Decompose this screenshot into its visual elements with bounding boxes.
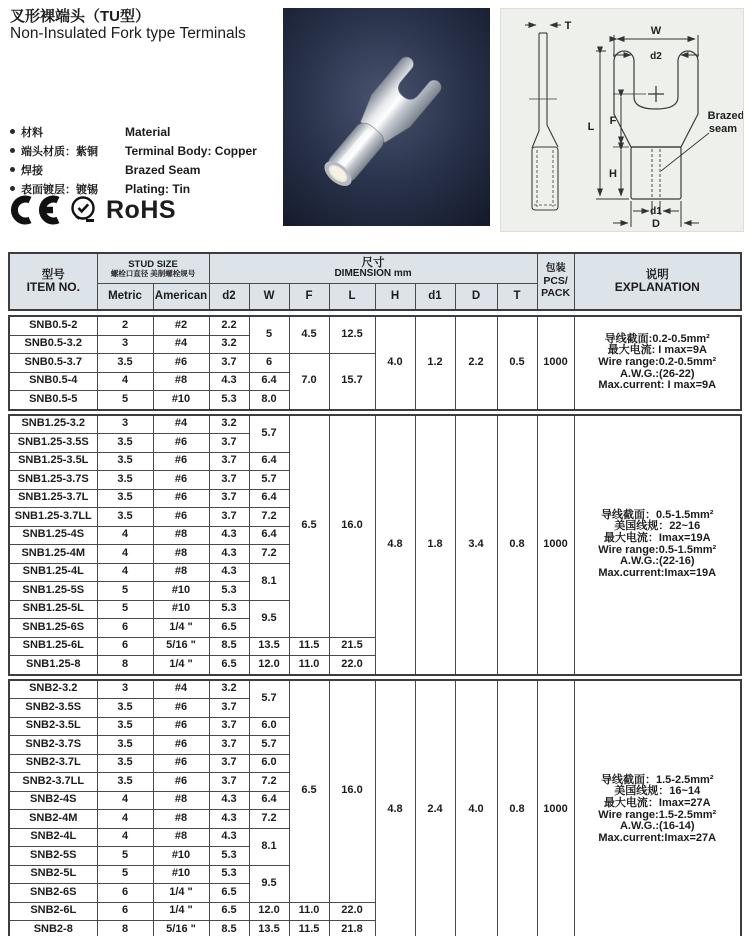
subheader-f: F bbox=[289, 284, 329, 311]
subheader-metric: Metric bbox=[97, 284, 153, 311]
item-no-cell: SNB2-6L bbox=[9, 902, 97, 921]
spec-table bbox=[8, 252, 742, 936]
label-w: W bbox=[650, 25, 662, 37]
dimension-cell: 3 bbox=[97, 680, 153, 699]
dimension-cell: 6.5 bbox=[209, 619, 249, 638]
header-item-zh: 型号 bbox=[41, 269, 65, 282]
dimension-cell: #10 bbox=[153, 865, 209, 884]
dimension-cell: 1/4 " bbox=[153, 656, 209, 675]
dimension-cell: #8 bbox=[153, 545, 209, 564]
item-no-cell: SNB2-3.7L bbox=[9, 754, 97, 773]
list-item bbox=[10, 143, 257, 159]
dimension-cell: 4.8 bbox=[375, 680, 415, 936]
dimension-cell: 4 bbox=[97, 828, 153, 847]
dimension-cell: 5 bbox=[97, 847, 153, 866]
material-label-zh: 表面镀层：镀锡 bbox=[21, 184, 98, 196]
subheader-t: T bbox=[497, 284, 537, 311]
table-row bbox=[9, 415, 741, 434]
dimension-cell: 3.5 bbox=[97, 354, 153, 373]
material-label-zh: 焊接 bbox=[21, 165, 43, 177]
material-label-zh: 材料 bbox=[21, 127, 43, 139]
label-d1: d1 bbox=[650, 206, 662, 217]
dimension-cell: 6.5 bbox=[289, 415, 329, 638]
dimension-cell: 0.5 bbox=[497, 316, 537, 410]
item-no-cell: SNB1.25-4M bbox=[9, 545, 97, 564]
dimension-cell: 4.3 bbox=[209, 828, 249, 847]
item-no-cell: SNB2-8 bbox=[9, 921, 97, 936]
dimension-cell: 1.2 bbox=[415, 316, 455, 410]
header-stud-sub: 螺栓口直径 美制螺栓规号 bbox=[110, 268, 196, 278]
rohs-label: RoHS bbox=[106, 195, 177, 224]
dimension-cell: 6.5 bbox=[289, 680, 329, 903]
dimension-cell: 3.7 bbox=[209, 452, 249, 471]
label-t: T bbox=[564, 20, 572, 32]
dimension-cell: 3.5 bbox=[97, 489, 153, 508]
dimension-cell: 2.2 bbox=[209, 316, 249, 335]
item-no-cell: SNB2-4M bbox=[9, 810, 97, 829]
dimension-cell: 3.7 bbox=[209, 699, 249, 718]
dimension-cell: 4 bbox=[97, 526, 153, 545]
dimension-cell: 3.5 bbox=[97, 452, 153, 471]
item-no-cell: SNB2-5S bbox=[9, 847, 97, 866]
dimension-cell: 3.7 bbox=[209, 354, 249, 373]
dimension-cell: #2 bbox=[153, 316, 209, 335]
subheader-d1: d1 bbox=[415, 284, 455, 311]
dimension-cell: 1/4 " bbox=[153, 619, 209, 638]
header-dim-en: DIMENSION mm bbox=[334, 268, 412, 280]
dimension-cell: 11.0 bbox=[289, 902, 329, 921]
dimension-cell: 3.7 bbox=[209, 717, 249, 736]
header-expl-zh: 说明 bbox=[645, 269, 669, 282]
fork-terminal-photo-svg bbox=[283, 8, 490, 226]
dimension-cell: 8.5 bbox=[209, 921, 249, 936]
dimension-cell: 1000 bbox=[537, 415, 574, 675]
dimension-cell: 4 bbox=[97, 810, 153, 829]
dimension-cell: 3.7 bbox=[209, 471, 249, 490]
dimension-cell: 6.0 bbox=[249, 754, 289, 773]
item-no-cell: SNB2-3.2 bbox=[9, 680, 97, 699]
dimension-cell: 4.3 bbox=[209, 526, 249, 545]
dimension-cell: 6 bbox=[97, 902, 153, 921]
item-no-cell: SNB0.5-2 bbox=[9, 316, 97, 335]
dimension-cell: 7.0 bbox=[289, 354, 329, 410]
dimension-cell: 5.7 bbox=[249, 736, 289, 755]
dimension-cell: 5 bbox=[97, 582, 153, 601]
bullet-icon bbox=[10, 148, 15, 153]
dimension-cell: #4 bbox=[153, 680, 209, 699]
item-no-cell: SNB2-3.7LL bbox=[9, 773, 97, 792]
dimension-cell: 12.5 bbox=[329, 316, 375, 354]
dimension-cell: #6 bbox=[153, 489, 209, 508]
dimension-cell: 3.5 bbox=[97, 699, 153, 718]
dimension-cell: 0.8 bbox=[497, 680, 537, 936]
dimension-cell: 3.7 bbox=[209, 508, 249, 527]
dimension-cell: 5.3 bbox=[209, 582, 249, 601]
dimension-cell: 4.0 bbox=[455, 680, 497, 936]
item-no-cell: SNB2-5L bbox=[9, 865, 97, 884]
label-h: H bbox=[609, 168, 617, 180]
item-no-cell: SNB1.25-6L bbox=[9, 637, 97, 656]
item-no-cell: SNB2-3.5S bbox=[9, 699, 97, 718]
dimension-cell: 3.5 bbox=[97, 717, 153, 736]
dimension-cell: 12.0 bbox=[249, 656, 289, 675]
dimension-cell: #4 bbox=[153, 415, 209, 434]
dimension-cell: 6.4 bbox=[249, 791, 289, 810]
dimension-cell: #10 bbox=[153, 391, 209, 410]
label-l: L bbox=[587, 121, 595, 133]
item-no-cell: SNB1.25-3.5L bbox=[9, 452, 97, 471]
header-dimension bbox=[209, 253, 537, 284]
item-no-cell: SNB1.25-5L bbox=[9, 600, 97, 619]
dimension-cell: 7.2 bbox=[249, 773, 289, 792]
dimension-cell: 3 bbox=[97, 415, 153, 434]
dimension-cell: 8.5 bbox=[209, 637, 249, 656]
side-view bbox=[529, 33, 558, 210]
dimension-cell: 7.2 bbox=[249, 810, 289, 829]
dimension-cell: 15.7 bbox=[329, 354, 375, 410]
dimension-cell: 6.5 bbox=[209, 884, 249, 903]
dimension-cell: 22.0 bbox=[329, 656, 375, 675]
dimension-cell: 11.5 bbox=[289, 637, 329, 656]
dimension-cell: 12.0 bbox=[249, 902, 289, 921]
dimension-cell: 4.3 bbox=[209, 563, 249, 582]
item-no-cell: SNB2-4S bbox=[9, 791, 97, 810]
dimension-cell: 8.0 bbox=[249, 391, 289, 410]
dimension-cell: 13.5 bbox=[249, 637, 289, 656]
dimension-cell: 3.7 bbox=[209, 736, 249, 755]
dimension-cell: 5 bbox=[97, 391, 153, 410]
dimension-cell: 4.0 bbox=[375, 316, 415, 410]
dimension-cell: 5.7 bbox=[249, 680, 289, 718]
dimension-cell: 1/4 " bbox=[153, 902, 209, 921]
dimension-cell: #8 bbox=[153, 828, 209, 847]
dimension-cell: 3.5 bbox=[97, 736, 153, 755]
page-title-zh: 叉形裸端头（TU型） bbox=[10, 8, 150, 25]
dimension-cell: 4.3 bbox=[209, 545, 249, 564]
dimension-cell: #6 bbox=[153, 773, 209, 792]
dimension-cell: 5/16 " bbox=[153, 637, 209, 656]
dimension-cell: 22.0 bbox=[329, 902, 375, 921]
dimension-cell: 13.5 bbox=[249, 921, 289, 936]
dimension-cell: 2 bbox=[97, 316, 153, 335]
item-no-cell: SNB2-3.5L bbox=[9, 717, 97, 736]
item-no-cell: SNB0.5-3.7 bbox=[9, 354, 97, 373]
dimension-cell: 5.7 bbox=[249, 471, 289, 490]
dimension-cell: 5.3 bbox=[209, 847, 249, 866]
explanation-cell: 导线截面：1.5-2.5mm² 美国线规：16~14 最大电流：Imax=27A Wire range:1.5-2.5mm² A.W.G.:(16-14) Max.current:Imax=27A bbox=[574, 680, 741, 936]
dimension-cell: #6 bbox=[153, 452, 209, 471]
label-d2: d2 bbox=[650, 51, 662, 62]
label-d: D bbox=[652, 218, 660, 230]
dimension-cell: #4 bbox=[153, 335, 209, 354]
front-view bbox=[614, 51, 698, 199]
dimension-cell: 8.1 bbox=[249, 563, 289, 600]
dimension-cell: 16.0 bbox=[329, 415, 375, 638]
dimension-cell: 11.5 bbox=[289, 921, 329, 936]
dimension-cell: 1000 bbox=[537, 316, 574, 410]
dimension-cell: #10 bbox=[153, 600, 209, 619]
dimension-cell: #10 bbox=[153, 847, 209, 866]
dimension-cell: 5 bbox=[249, 316, 289, 354]
dimension-cell: #6 bbox=[153, 354, 209, 373]
subheader-h: H bbox=[375, 284, 415, 311]
dimension-cell: 5 bbox=[97, 865, 153, 884]
dimension-cell: 9.5 bbox=[249, 600, 289, 637]
dimension-cell: 4 bbox=[97, 372, 153, 391]
dimension-cell: #6 bbox=[153, 508, 209, 527]
dimension-cell: 4 bbox=[97, 791, 153, 810]
dimension-cell: 4.8 bbox=[375, 415, 415, 675]
dimension-cell: 4.3 bbox=[209, 810, 249, 829]
dimension-cell: 9.5 bbox=[249, 865, 289, 902]
list-item bbox=[10, 124, 257, 140]
item-no-cell: SNB2-3.7S bbox=[9, 736, 97, 755]
bullet-icon bbox=[10, 129, 15, 134]
item-no-cell: SNB1.25-8 bbox=[9, 656, 97, 675]
dimension-cell: 6.0 bbox=[249, 717, 289, 736]
dimension-cell: 6.4 bbox=[249, 526, 289, 545]
dimension-cell: 3.7 bbox=[209, 434, 249, 453]
top-section bbox=[0, 0, 750, 250]
dimension-cell: 4.5 bbox=[289, 316, 329, 354]
subheader-l: L bbox=[329, 284, 375, 311]
dimension-cell: 21.8 bbox=[329, 921, 375, 936]
dimension-cell: #6 bbox=[153, 434, 209, 453]
table-row bbox=[9, 680, 741, 699]
dimension-cell: 3.2 bbox=[209, 335, 249, 354]
subheader-w: W bbox=[249, 284, 289, 311]
dimension-cell: 4.3 bbox=[209, 791, 249, 810]
spec-group-snb125 bbox=[8, 414, 742, 676]
item-no-cell: SNB2-6S bbox=[9, 884, 97, 903]
item-no-cell: SNB0.5-5 bbox=[9, 391, 97, 410]
dimension-cell: 3 bbox=[97, 335, 153, 354]
item-no-cell: SNB1.25-3.5S bbox=[9, 434, 97, 453]
dimension-cell: 6 bbox=[97, 619, 153, 638]
subheader-american: American bbox=[153, 284, 209, 311]
header-pack-pack: PACK bbox=[541, 286, 571, 299]
certification-marks bbox=[8, 194, 176, 226]
dimension-cell: 5.3 bbox=[209, 865, 249, 884]
explanation-cell: 导线截面:0.2-0.5mm² 最大电流: I max=9A Wire range:0.2-0.5mm² A.W.G.:(26-22) Max.current: I max=9A bbox=[574, 316, 741, 410]
dimension-cell: 3.5 bbox=[97, 471, 153, 490]
dimension-cell: #8 bbox=[153, 526, 209, 545]
dimension-cell: 6.4 bbox=[249, 489, 289, 508]
dimension-cell: 5/16 " bbox=[153, 921, 209, 936]
dimension-cell: 3.2 bbox=[209, 680, 249, 699]
item-no-cell: SNB0.5-4 bbox=[9, 372, 97, 391]
item-no-cell: SNB1.25-3.2 bbox=[9, 415, 97, 434]
item-no-cell: SNB1.25-6S bbox=[9, 619, 97, 638]
page-title bbox=[10, 8, 246, 44]
dimension-cell: 3.4 bbox=[455, 415, 497, 675]
dimension-cell: 3.7 bbox=[209, 754, 249, 773]
dimension-cell: 0.8 bbox=[497, 415, 537, 675]
dimension-cell: 2.2 bbox=[455, 316, 497, 410]
spec-group-snb2 bbox=[8, 679, 742, 936]
item-no-cell: SNB1.25-3.7LL bbox=[9, 508, 97, 527]
header-expl-en: EXPLANATION bbox=[614, 280, 700, 295]
item-no-cell: SNB1.25-4S bbox=[9, 526, 97, 545]
dimension-cell: 2.4 bbox=[415, 680, 455, 936]
material-label-en: Terminal Body: Copper bbox=[125, 144, 257, 158]
spec-group-snb05 bbox=[8, 315, 742, 411]
dimension-diagram bbox=[500, 8, 744, 232]
dimension-cell: 8.1 bbox=[249, 828, 289, 865]
dimension-cell: 11.0 bbox=[289, 656, 329, 675]
header-item-no bbox=[9, 253, 97, 310]
product-photo bbox=[283, 8, 490, 226]
header-pack-zh: 包装 bbox=[545, 263, 566, 275]
dimension-cell: #8 bbox=[153, 810, 209, 829]
subheader-d2: d2 bbox=[209, 284, 249, 311]
item-no-cell: SNB1.25-3.7S bbox=[9, 471, 97, 490]
label-f: F bbox=[609, 115, 617, 127]
header-stud-size bbox=[97, 253, 209, 284]
dimension-cell: 5 bbox=[97, 600, 153, 619]
dimension-cell: 3.5 bbox=[97, 773, 153, 792]
dimension-cell: 4 bbox=[97, 563, 153, 582]
item-no-cell: SNB0.5-3.2 bbox=[9, 335, 97, 354]
label-brazed: Brazed bbox=[707, 110, 743, 122]
header-pack bbox=[537, 253, 574, 310]
item-no-cell: SNB2-4L bbox=[9, 828, 97, 847]
dimension-cell: 5.7 bbox=[249, 415, 289, 453]
explanation-cell: 导线截面：0.5-1.5mm² 美国线规：22~16 最大电流：Imax=19A Wire range:0.5-1.5mm² A.W.G.:(22-16) Max.current:Imax=19A bbox=[574, 415, 741, 675]
certification-icon bbox=[69, 195, 97, 225]
dimension-diagram-svg bbox=[501, 9, 743, 231]
dimension-cell: 1000 bbox=[537, 680, 574, 936]
dimension-cell: #8 bbox=[153, 791, 209, 810]
subheader-dd: D bbox=[455, 284, 497, 311]
item-no-cell: SNB1.25-4L bbox=[9, 563, 97, 582]
material-label-en: Plating: Tin bbox=[125, 182, 191, 196]
materials-list bbox=[10, 124, 257, 200]
header-stud-title: STUD SIZE bbox=[128, 258, 178, 270]
material-label-en: Material bbox=[125, 125, 171, 139]
dimension-cell: #6 bbox=[153, 471, 209, 490]
dimension-cell: 3.7 bbox=[209, 489, 249, 508]
material-label-zh: 端头材质：紫铜 bbox=[21, 146, 98, 158]
dimension-cell: 21.5 bbox=[329, 637, 375, 656]
dimension-cell: 5.3 bbox=[209, 600, 249, 619]
dimension-cell: 8 bbox=[97, 656, 153, 675]
dimension-cell: 16.0 bbox=[329, 680, 375, 903]
dimension-cell: #6 bbox=[153, 754, 209, 773]
bullet-icon bbox=[10, 186, 15, 191]
dimension-cell: 1.8 bbox=[415, 415, 455, 675]
item-no-cell: SNB1.25-3.7L bbox=[9, 489, 97, 508]
label-seam: seam bbox=[708, 123, 738, 135]
header-item-en: ITEM NO. bbox=[26, 280, 80, 295]
item-no-cell: SNB1.25-5S bbox=[9, 582, 97, 601]
dimension-cell: 4.3 bbox=[209, 372, 249, 391]
dimension-cell: #8 bbox=[153, 372, 209, 391]
dimension-cell: #6 bbox=[153, 699, 209, 718]
ce-mark-icon bbox=[8, 194, 60, 226]
bullet-icon bbox=[10, 167, 15, 172]
dimension-cell: #10 bbox=[153, 582, 209, 601]
dimension-cell: 6.4 bbox=[249, 452, 289, 471]
dimension-cell: 6 bbox=[97, 637, 153, 656]
dimension-cell: #8 bbox=[153, 563, 209, 582]
table-row bbox=[9, 316, 741, 335]
dimension-cell: #6 bbox=[153, 736, 209, 755]
spec-table-header bbox=[8, 252, 742, 311]
header-dim-zh: 尺寸 bbox=[361, 257, 385, 270]
header-pack-pcs: PCS/ bbox=[543, 274, 568, 287]
header-explanation bbox=[574, 253, 741, 310]
dimension-cell: 8 bbox=[97, 921, 153, 936]
dimension-cell: 3.5 bbox=[97, 754, 153, 773]
dimension-cell: 3.5 bbox=[97, 508, 153, 527]
list-item bbox=[10, 162, 257, 178]
dimension-cell: 6.5 bbox=[209, 902, 249, 921]
page-title-en: Non-Insulated Fork type Terminals bbox=[10, 25, 246, 43]
dimension-cell: 6.5 bbox=[209, 656, 249, 675]
dimension-cell: 6.4 bbox=[249, 372, 289, 391]
dimension-cell: 6 bbox=[249, 354, 289, 373]
dimension-cell: 4 bbox=[97, 545, 153, 564]
dimension-cell: 5.3 bbox=[209, 391, 249, 410]
dimension-cell: 3.2 bbox=[209, 415, 249, 434]
material-label-en: Brazed Seam bbox=[125, 163, 201, 177]
dimension-cell: 7.2 bbox=[249, 508, 289, 527]
dimension-cell: 7.2 bbox=[249, 545, 289, 564]
dimension-cell: 6 bbox=[97, 884, 153, 903]
dimension-cell: #6 bbox=[153, 717, 209, 736]
dimension-cell: 3.5 bbox=[97, 434, 153, 453]
dimension-cell: 3.7 bbox=[209, 773, 249, 792]
dimension-cell: 1/4 " bbox=[153, 884, 209, 903]
